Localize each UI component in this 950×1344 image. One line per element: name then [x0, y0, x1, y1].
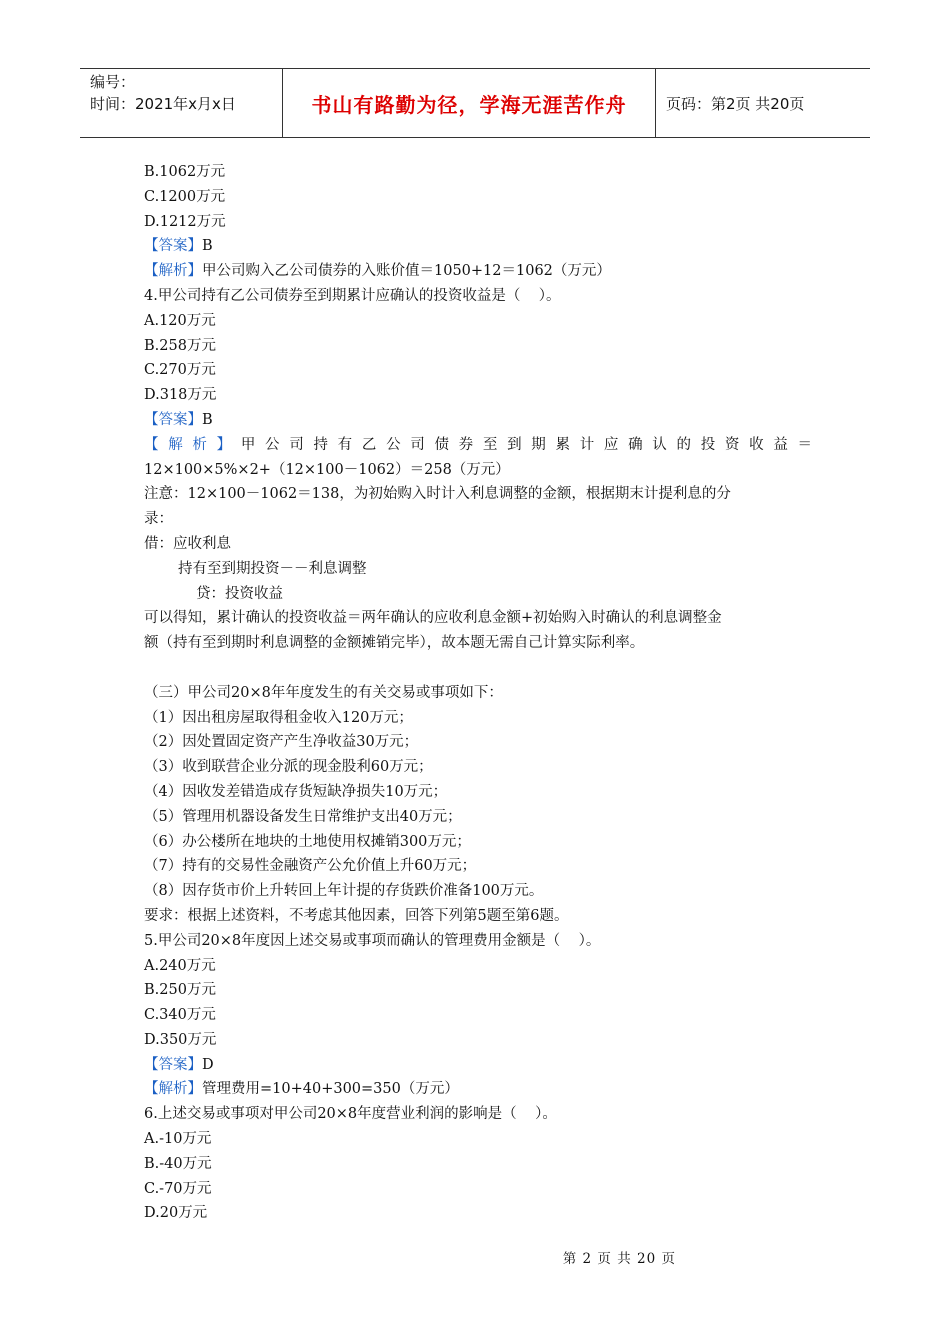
entry-debit: 借：应收利息 — [144, 535, 231, 552]
q3-option-b: B.1062万元 — [144, 164, 226, 180]
q4-note-line2: 录： — [144, 511, 173, 528]
time-label: 时间：2021年x月x日 — [90, 95, 236, 113]
q4-analysis-line2: 12×100×5%×2+（12×100－1062）＝258（万元） — [144, 461, 510, 478]
entry-credit: 贷：投资收益 — [196, 585, 283, 602]
footer-page-number: 第 2 页 共 20 页 — [562, 1251, 676, 1267]
document-body — [144, 160, 812, 1226]
answer-tag: 【答案】 — [144, 238, 202, 255]
section3-item-1: （1）因出租房屋取得租金收入120万元； — [144, 709, 413, 726]
analysis-tag: 【 解 析 】 — [144, 436, 234, 453]
answer-value: B — [202, 238, 213, 255]
answer-value: D — [202, 1056, 214, 1073]
page-label: 页码：第2页 共20页 — [666, 94, 805, 113]
section3-requirement: 要求：根据上述资料，不考虑其他因素，回答下列第5题至第6题。 — [144, 907, 569, 924]
q5-question: 5.甲公司20×8年度因上述交易或事项而确认的管理费用金额是（ ）。 — [144, 932, 601, 949]
answer-tag: 【答案】 — [144, 1056, 202, 1073]
q6-question: 6.上述交易或事项对甲公司20×8年度营业利润的影响是（ ）。 — [144, 1106, 557, 1123]
analysis-tag: 【解析】 — [144, 263, 202, 280]
q6-option-b: B.-40万元 — [144, 1155, 212, 1172]
analysis-text: 甲公司购入乙公司债券的入账价值＝1050+12＝1062（万元） — [202, 263, 611, 280]
page-header — [80, 68, 870, 138]
q4-conclusion-line1: 可以得知，累计确认的投资收益＝两年确认的应收利息金额+初始购入时确认的利息调整金 — [144, 610, 722, 627]
spacer — [144, 656, 812, 681]
q3-option-c: C.1200万元 — [144, 188, 226, 205]
section3-item-5: （5）管理用机器设备发生日常维护支出40万元； — [144, 808, 462, 825]
section3-item-3: （3）收到联营企业分派的现金股利60万元； — [144, 759, 433, 776]
section3-item-2: （2）因处置固定资产产生净收益30万元； — [144, 734, 419, 751]
answer-tag: 【答案】 — [144, 411, 202, 428]
number-label: 编号： — [90, 73, 136, 91]
section3-item-6: （6）办公楼所在地块的土地使用权摊销300万元； — [144, 833, 471, 850]
analysis-tag: 【解析】 — [144, 1081, 202, 1098]
q6-option-a: A.-10万元 — [144, 1131, 212, 1148]
q4-option-a: A.120万元 — [144, 312, 216, 329]
q3-option-d: D.1212万元 — [144, 213, 226, 230]
q5-option-c: C.340万元 — [144, 1007, 216, 1024]
q5-option-d: D.350万元 — [144, 1031, 217, 1048]
q4-answer — [144, 408, 812, 433]
q4-option-b: B.258万元 — [144, 337, 216, 354]
q3-analysis — [144, 259, 812, 284]
section3-item-7: （7）持有的交易性金融资产公允价值上升60万元； — [144, 858, 477, 875]
header-left-cell — [80, 69, 280, 139]
q4-conclusion-line2: 额（持有至到期时利息调整的金额摊销完毕），故本题无需自己计算实际利率。 — [144, 635, 645, 652]
q4-analysis-line1 — [144, 433, 812, 458]
q4-option-c: C.270万元 — [144, 362, 216, 379]
q5-analysis — [144, 1077, 812, 1102]
section3-item-4: （4）因收发差错造成存货短缺净损失10万元； — [144, 783, 448, 800]
analysis-text: 甲 公 司 持 有 乙 公 司 债 券 至 到 期 累 计 应 确 认 的 投 资 收 益 ＝ — [240, 436, 813, 453]
q4-note-line1: 注意：12×100－1062＝138，为初始购入时计入利息调整的金额，根据期末计提利息的分 — [144, 486, 731, 503]
analysis-text: 管理费用=10+40+300=350（万元） — [202, 1081, 459, 1098]
q4-question: 4.甲公司持有乙公司债券至到期累计应确认的投资收益是（ ）。 — [144, 287, 561, 304]
q3-answer — [144, 234, 812, 259]
q5-answer — [144, 1053, 812, 1078]
q6-option-d: D.20万元 — [144, 1205, 208, 1222]
entry-debit-sub: 持有至到期投资－－利息调整 — [178, 560, 367, 577]
motto: 书山有路勤为径，学海无涯苦作舟 — [282, 69, 656, 137]
q5-option-b: B.250万元 — [144, 982, 216, 999]
answer-value: B — [202, 411, 213, 428]
section3-item-8: （8）因存货市价上升转回上年计提的存货跌价准备100万元。 — [144, 883, 544, 900]
page-footer — [0, 1247, 950, 1267]
q4-option-d: D.318万元 — [144, 387, 217, 404]
q5-option-a: A.240万元 — [144, 957, 216, 974]
q6-option-c: C.-70万元 — [144, 1180, 212, 1197]
section3-title: （三）甲公司20×8年年度发生的有关交易或事项如下： — [144, 684, 503, 701]
